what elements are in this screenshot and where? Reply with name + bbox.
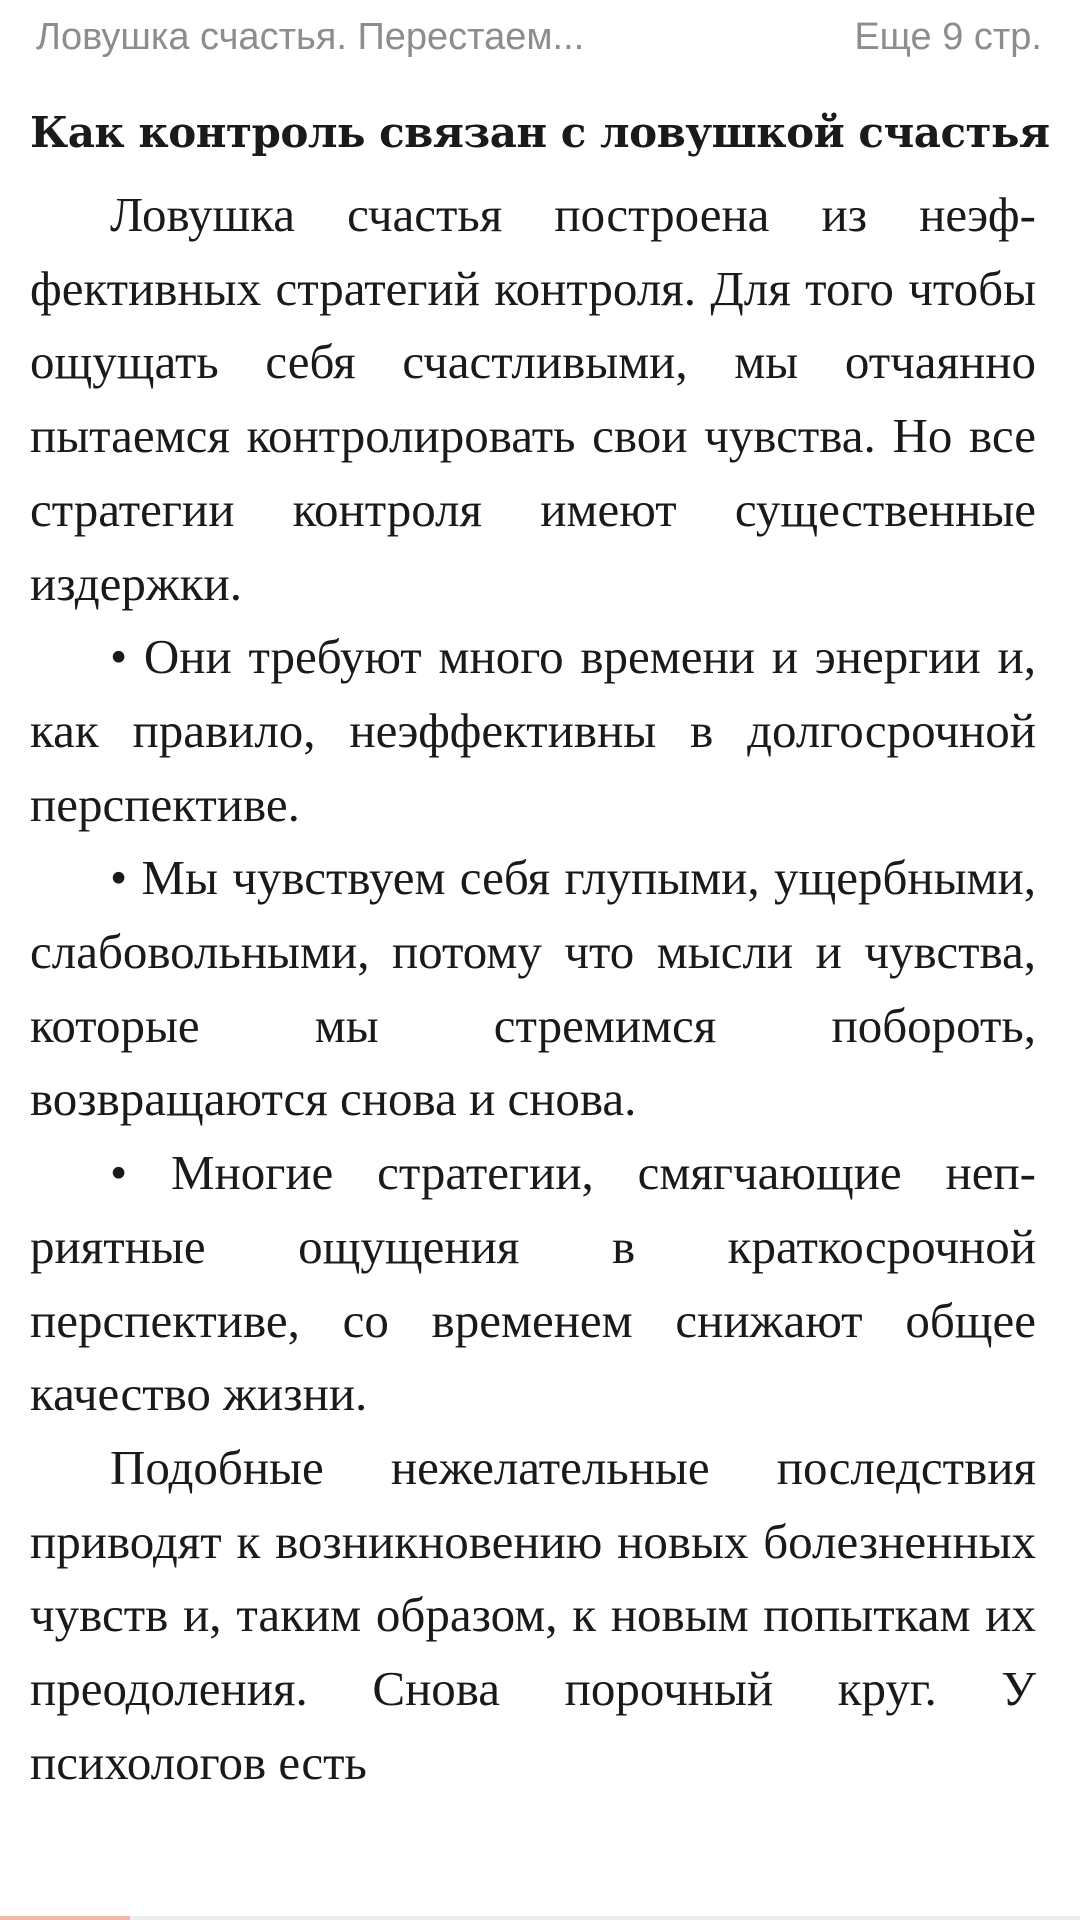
reader-page-content[interactable] (30, 98, 1050, 1799)
paragraph-vicious-circle: Подобные нежелательные последствия приводят к возникновению новых болезненных чувств и, таким образом, к новым попыткам их преодоления. Снова порочный круг. У психологов есть (30, 1439, 1036, 1790)
reading-progress-fill (0, 1916, 130, 1920)
pages-left-counter: Еще 9 стр. (854, 16, 1042, 58)
bullet-item-feel-stupid: • Мы чувствуем себя глупыми, ущербными, слабовольными, потому что мысли и чувства, которые мы стремимся побороть, возвращаются снова и снова. (30, 850, 1036, 1127)
reading-progress-bar (0, 1916, 1080, 1920)
chapter-title: Как контроль связан с ловушкой счастья (30, 108, 1050, 157)
paragraph-intro: Ловушка счастья построена из неэффективных стратегий контроля. Для того чтобы ощущать себя счастливыми, мы отчаянно пытаемся контролировать свои чувства. Но все стратегии контроля имеют существенные издержки. (30, 187, 1036, 611)
book-title[interactable]: Ловушка счастья. Перестаем... (36, 16, 585, 58)
bullet-item-quality-of-life: • Многие стратегии, смягчающие неприятные ощущения в краткосрочной перспективе, со временем снижают общее качество жизни. (30, 1145, 1036, 1422)
bullet-item-time-energy: • Они требуют много времени и энергии и, как правило, неэффективны в долгосрочной перспективе. (30, 629, 1036, 832)
reader-header (0, 0, 1080, 80)
